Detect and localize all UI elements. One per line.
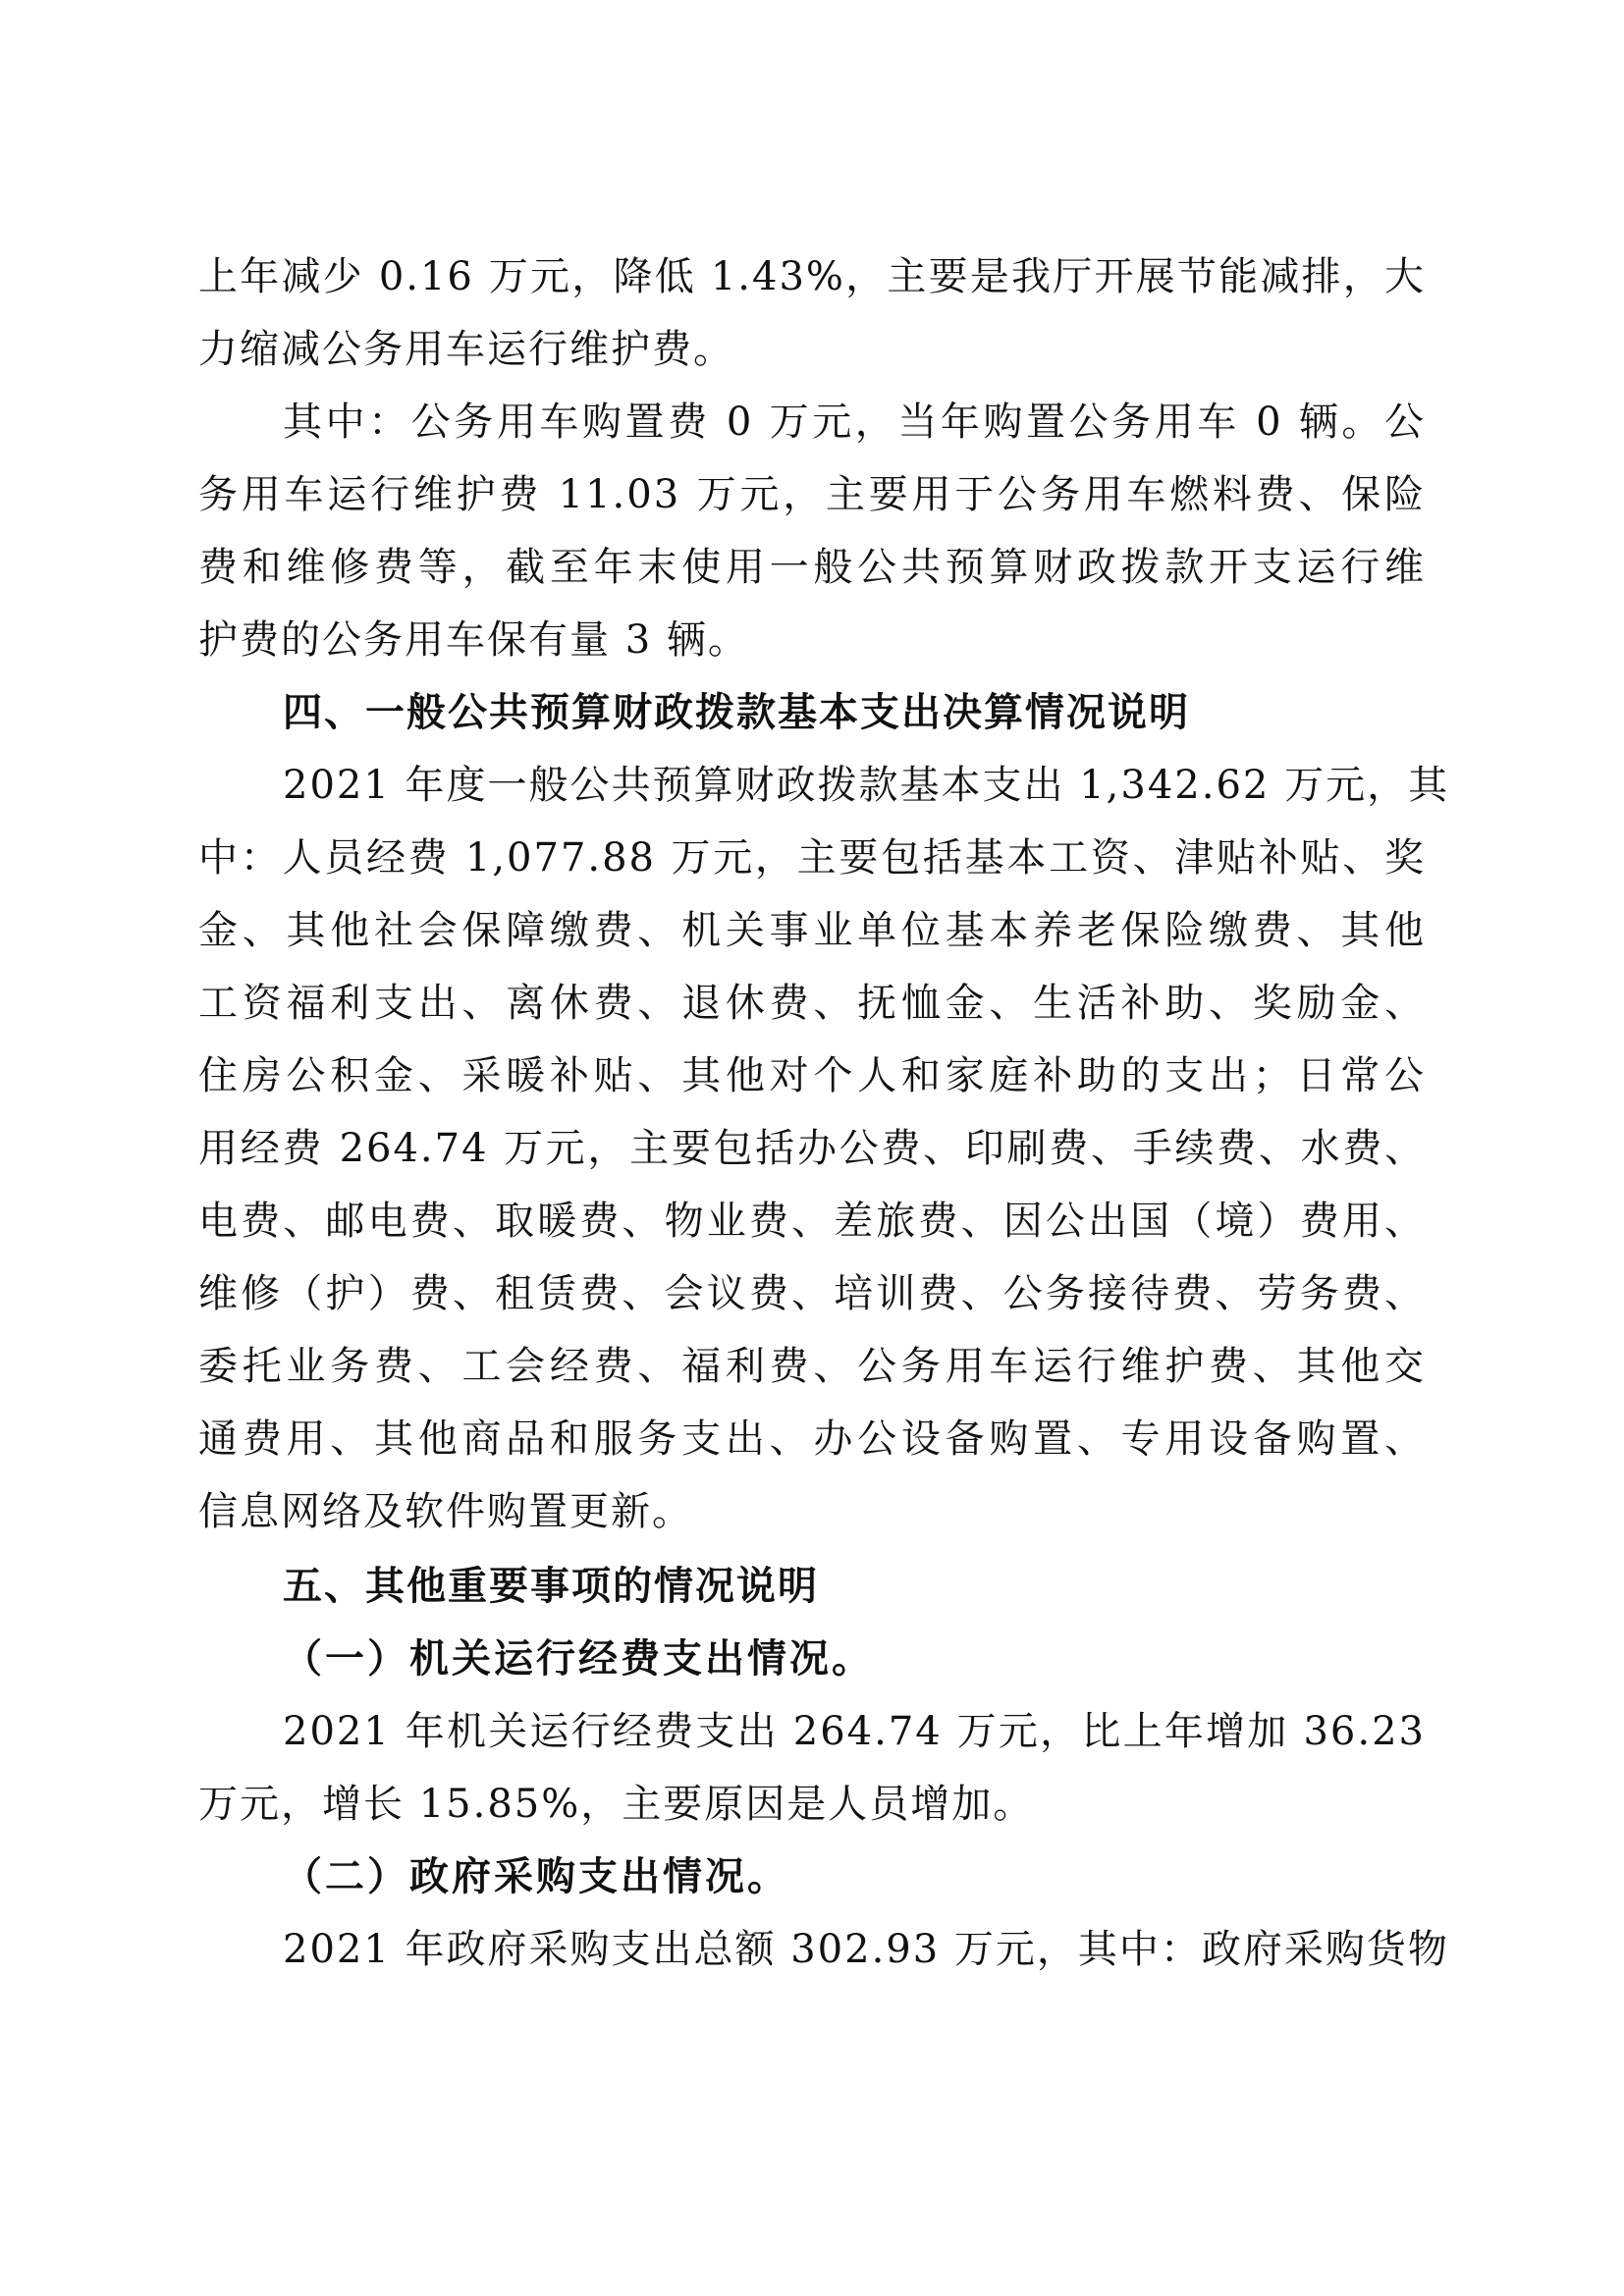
paragraph-procurement xyxy=(198,1913,1449,1986)
paragraph-vehicle-details xyxy=(198,386,1426,676)
text-line: 中：人员经费 1,077.88 万元，主要包括基本工资、津贴补贴、奖 xyxy=(198,835,1426,881)
text-line: 信息网络及软件购置更新。 xyxy=(198,1489,693,1534)
text-line: 费和维修费等，截至年末使用一般公共预算财政拨款开支运行维 xyxy=(198,545,1426,590)
text-line: 住房公积金、采暖补贴、其他对个人和家庭补助的支出；日常公 xyxy=(198,1053,1426,1098)
text-line: 务用车运行维护费 11.03 万元，主要用于公务用车燃料费、保险 xyxy=(198,472,1426,517)
text-line: 通费用、其他商品和服务支出、办公设备购置、专用设备购置、 xyxy=(198,1416,1426,1462)
text-line: 其中：公务用车购置费 0 万元，当年购置公务用车 0 辆。公 xyxy=(283,400,1426,445)
section-heading-basic-expenditure: 四、一般公共预算财政拨款基本支出决算情况说明 xyxy=(283,690,1190,735)
text-line: 工资福利支出、离休费、退休费、抚恤金、生活补助、奖励金、 xyxy=(198,981,1426,1026)
text-line: 上年减少 0.16 万元，降低 1.43%，主要是我厅开展节能减排，大 xyxy=(198,254,1426,299)
document-page xyxy=(198,240,1450,1986)
text-line: 万元，增长 15.85%，主要原因是人员增加。 xyxy=(198,1782,1035,1827)
paragraph-vehicle-cost-reduction xyxy=(198,240,1426,386)
text-line: 2021 年机关运行经费支出 264.74 万元，比上年增加 36.23 xyxy=(283,1709,1426,1754)
text-line: 2021 年政府采购支出总额 302.93 万元，其中：政府采购货物 xyxy=(283,1927,1449,1972)
text-line: 力缩减公务用车运行维护费。 xyxy=(198,327,734,372)
text-line: 护费的公务用车保有量 3 辆。 xyxy=(198,617,749,663)
text-line: 电费、邮电费、取暖费、物业费、差旅费、因公出国（境）费用、 xyxy=(198,1199,1426,1244)
text-line: 委托业务费、工会经费、福利费、公务用车运行维护费、其他交 xyxy=(198,1344,1426,1389)
subheading-operating-expenses: （一）机关运行经费支出情况。 xyxy=(283,1635,874,1682)
text-line: 用经费 264.74 万元，主要包括办公费、印刷费、手续费、水费、 xyxy=(198,1126,1426,1171)
text-line: 维修（护）费、租赁费、会议费、培训费、公务接待费、劳务费、 xyxy=(198,1271,1426,1316)
paragraph-operating-expenses xyxy=(198,1695,1426,1841)
section-heading-other-matters: 五、其他重要事项的情况说明 xyxy=(283,1564,819,1609)
subheading-procurement: （二）政府采购支出情况。 xyxy=(283,1853,789,1899)
paragraph-basic-expenditure xyxy=(198,749,1450,1548)
text-line: 金、其他社会保障缴费、机关事业单位基本养老保险缴费、其他 xyxy=(198,908,1426,953)
text-line: 2021 年度一般公共预算财政拨款基本支出 1,342.62 万元，其 xyxy=(283,763,1450,808)
